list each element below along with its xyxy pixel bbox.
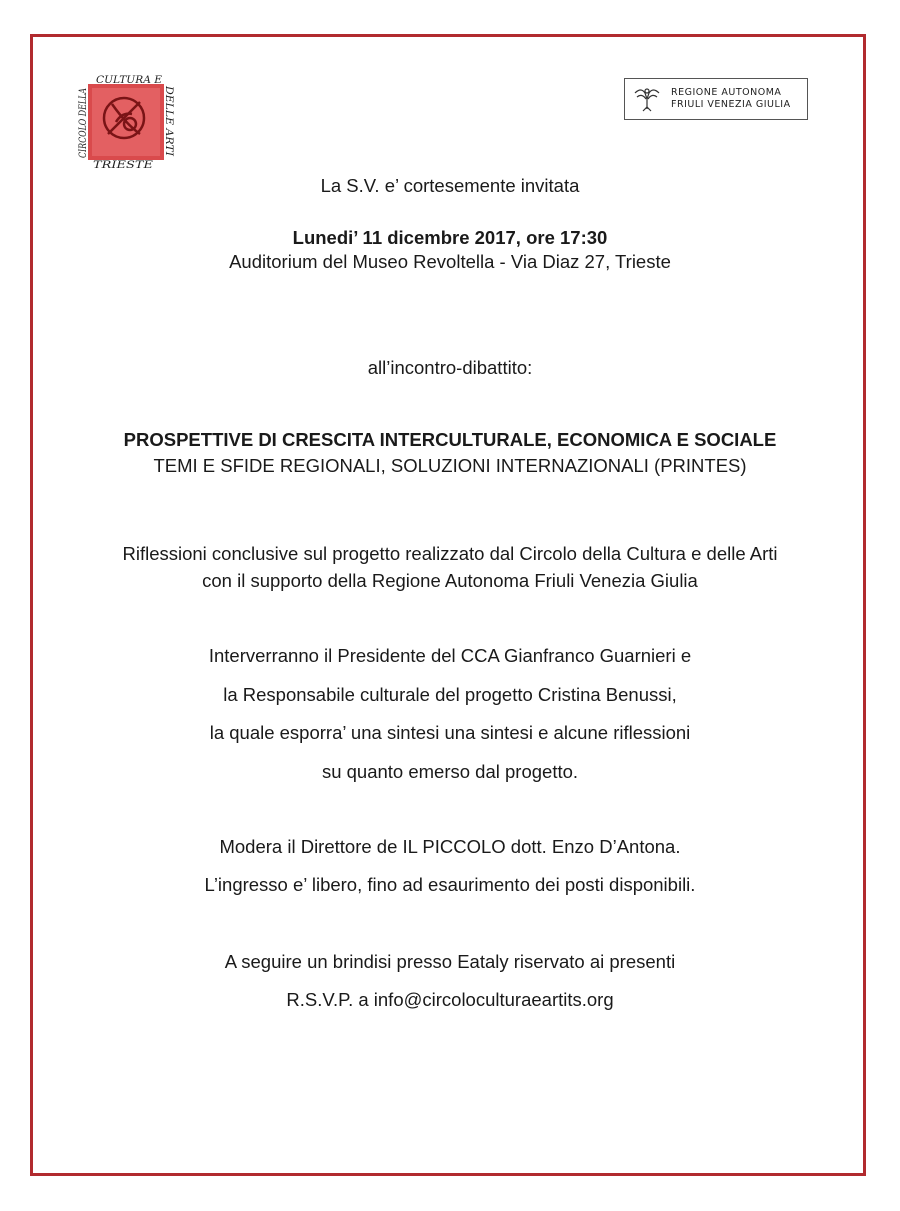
event-kind: all’incontro-dibattito: <box>367 357 533 378</box>
event-title: PROSPETTIVE DI CRESCITA INTERCULTURALE, ECONOMICA E SOCIALE <box>123 429 777 450</box>
speakers-line-1: Interverranno il Presidente del CCA Gianfranco Guarnieri e <box>208 645 692 666</box>
speakers-line-4: su quanto emerso dal progetto. <box>321 761 579 782</box>
speakers-line-2: la Responsabile culturale del progetto Cristina Benussi, <box>223 684 677 705</box>
moderator-line: Modera il Direttore de IL PICCOLO dott. Enzo D’Antona. <box>219 836 681 857</box>
rsvp-line: R.S.V.P. a info@circoloculturaeartits.org <box>286 989 614 1010</box>
svg-text:TRIESTE: TRIESTE <box>93 160 154 170</box>
event-subtitle: TEMI E SFIDE REGIONALI, SOLUZIONI INTERNAZIONALI (PRINTES) <box>153 455 747 476</box>
eagle-icon <box>627 79 667 119</box>
event-date-time: Lunedi’ 11 dicembre 2017, ore 17:30 <box>292 227 608 248</box>
svg-text:CIRCOLO DELLA: CIRCOLO DELLA <box>78 74 89 158</box>
region-name-line1: REGIONE AUTONOMA <box>671 87 782 98</box>
toast-line: A seguire un brindisi presso Eataly riservato ai presenti <box>224 951 676 972</box>
event-venue: Auditorium del Museo Revoltella - Via Diaz 27, Trieste <box>229 251 671 272</box>
region-name-line2: FRIULI VENEZIA GIULIA <box>671 99 791 110</box>
circolo-cultura-logo <box>78 74 174 170</box>
regione-fvg-logo <box>624 78 808 120</box>
reflections-line-2: con il supporto della Regione Autonoma Friuli Venezia Giulia <box>202 570 698 591</box>
reflections-line-1: Riflessioni conclusive sul progetto realizzato dal Circolo della Cultura e delle Arti <box>122 543 778 564</box>
invitation-intro: La S.V. e’ cortesemente invitata <box>320 175 580 196</box>
svg-text:CULTURA E: CULTURA E <box>96 75 163 86</box>
entry-line: L’ingresso e’ libero, fino ad esaurimento dei posti disponibili. <box>204 874 696 895</box>
svg-text:DELLE ARTI: DELLE ARTI <box>163 86 174 151</box>
speakers-line-3: la quale esporra’ una sintesi una sintesi e alcune riflessioni <box>209 722 691 743</box>
